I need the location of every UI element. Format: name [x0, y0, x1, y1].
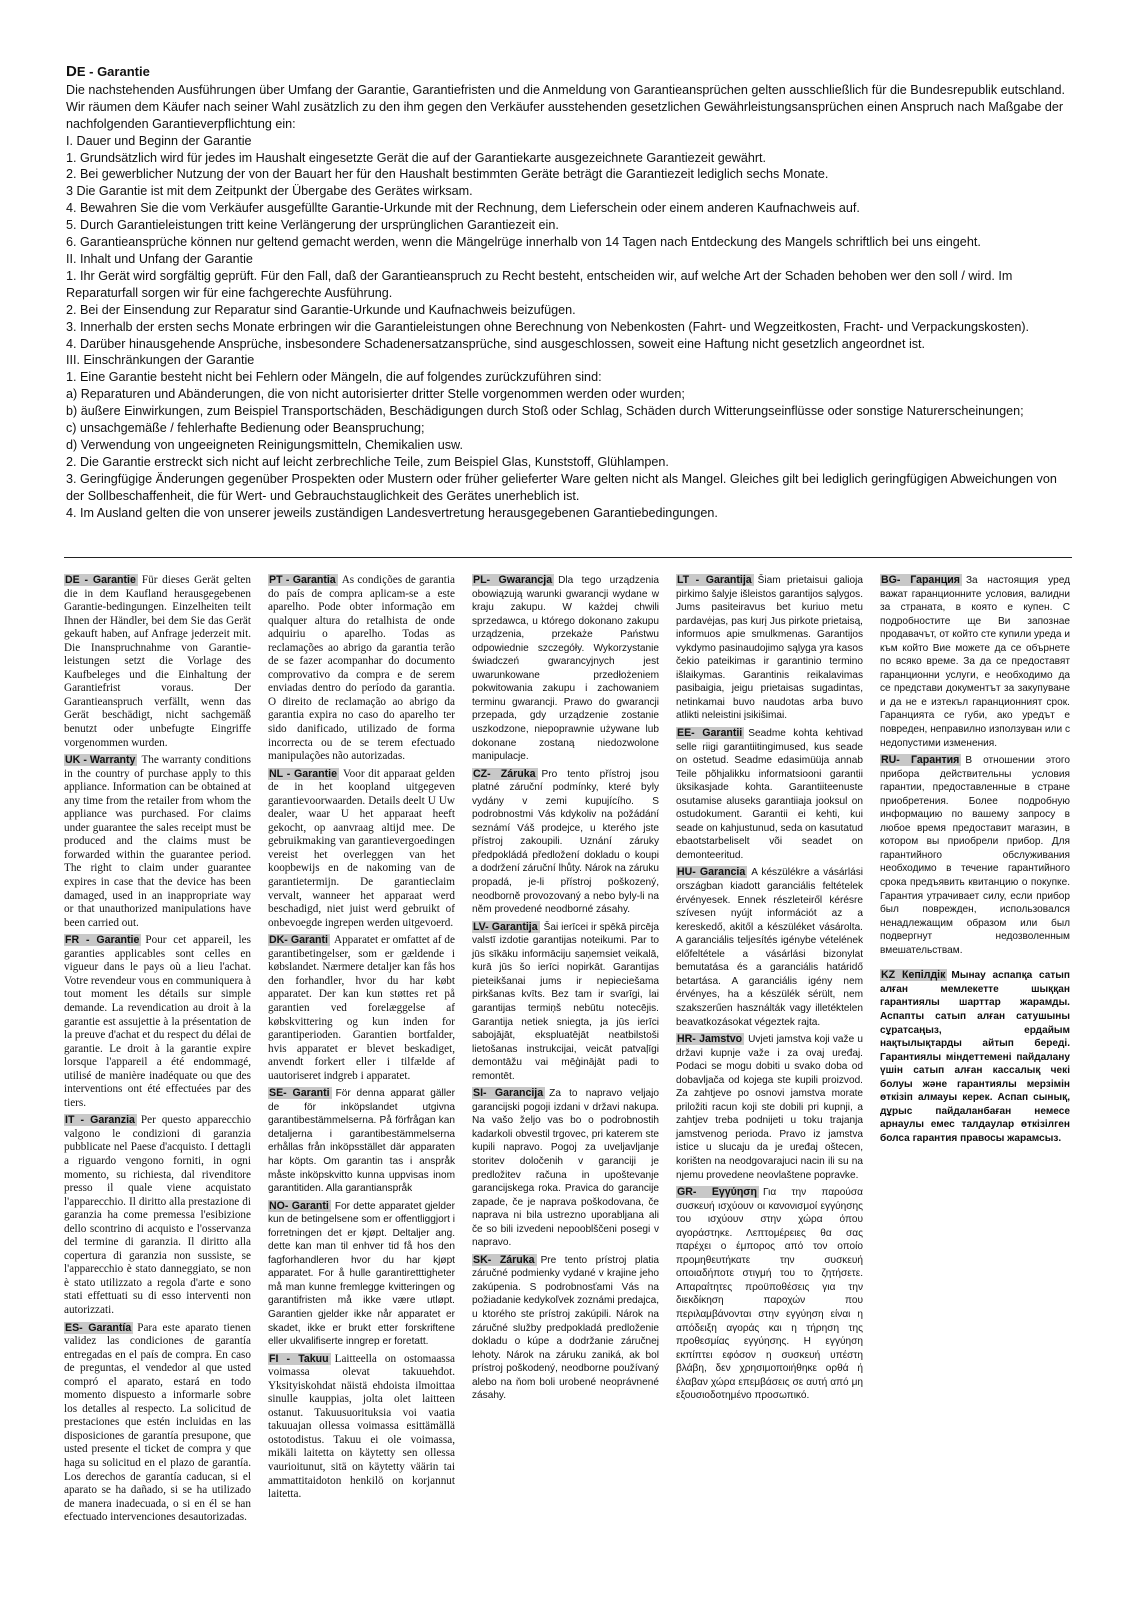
warranty-entry-label: RU- Гарантия: [881, 754, 960, 767]
german-warranty-paragraph: II. Inhalt und Unfang der Garantie: [66, 251, 253, 266]
warranty-entry-text: Für dieses Gerät gelten die in dem Kaufland herausgegebenen Garantie-bedingungen. Einzelheiten teilt Ihnen der Händler, bei dem Sie das Gerät gekauft haben, auf Anfrage jederzeit mit. Die Inanspruchnahme von Garantie-leistungen setzt die Vorlage des Kaufbeleges und die Einhaltung der Garantiefrist voraus. Der Garantieanspruch verfällt, wenn das Gerät beschädigt, nicht sachgemäß benutzt oder unbefugte Eingriffe vorgenommen wurden.: [64, 574, 251, 749]
warranty-entry-text: Per questo apparecchio valgono le condizioni di garanzia pubblicate nel Paese d'acquisto. I dettagli a riguardo vengono forniti, in ogni momento, su richiesta, dal rivenditore presso il quale viene acquistato l'apparecchio. Il diritto alla prestazione di garanzia ha come premessa l'esibizione dello scontrino di acquisto e l'osservanza del termine di garanzia. Il diritto alla copertura di garanzia non sussiste, se l'apparecchio è stato danneggiato, se non è stato utilizzato a regola d'arte e sono stati effettuati su di esso interventi non autorizzati.: [64, 1114, 251, 1316]
warranty-entry-label: PL- Gwarancja: [473, 574, 553, 586]
warranty-entry-label: DE - Garantie: [65, 574, 136, 586]
warranty-column-1: [64, 574, 251, 1529]
german-warranty-paragraph: 3. Geringfügige Änderungen gegenüber Prospekten oder Mustern oder früher gelieferter Ware gelten nicht als Mangel. Gleiches gilt bei lediglich geringfügigen Abweichungen von der Sollbeschaffenheit, die für Wert- und Gebrauchstauglichkeit des Gerätes unerheblich ist.: [66, 471, 1057, 503]
warranty-entry-text: For dette apparatet gjelder kun de betingelsene som er offentliggjort i forretningen det er kjøpt. Deltaljer ang. dette kan man til enhver tid få hos den fagforhandleren hvor du har kjøpt apparatet. For å hulle garantiretttigheter må man kunne fremlegge kvitteringen og garantifristen må ikke være utløpt. Garantien gjelder ikke når apparatet er skadet, ikke er brukt etter forskriftene eller ukvalifiserte inngrep er foretatt.: [268, 1200, 455, 1348]
warranty-entry-label: UK - Warranty: [65, 754, 136, 767]
warranty-entry-label: EE- Garantii: [677, 727, 743, 740]
german-warranty-paragraph: 2. Bei der Einsendung zur Reparatur sind Garantie-Urkunde und Kaufnachweis beizufügen.: [66, 302, 576, 317]
warranty-entry: [676, 574, 863, 723]
warranty-entry-text: The warranty conditions in the country of purchase apply to this appliance. Information can be obtained at any time from the retailer from whom the appliance was purchased. For claims under guarantee the sales receipt must be produced and the claims must be forwarded within the guarantee period. The right to claim under guarantee expires in case that the device has been damaged, used in an inappropriate way or that unauthorized manipulations have been carried out.: [64, 754, 251, 929]
warranty-entry: [472, 768, 659, 917]
warranty-entry-text: Pour cet appareil, les garanties applicables sont celles en vigueur dans le pays où a lieu l'achat. Votre revendeur vous en communiquera à tout moment les détails sur simple demande. La revendication au droit à la garantie est assujettie à la présentation de la preuve d'achat et du respect du délai de garantie. Le droit à la garantie expire lorsque l'appareil a été endommagé, utilisé de manière inadéquate ou que des interventions ont été effectuées par des tiers.: [64, 934, 251, 1109]
german-warranty-paragraph: 1. Eine Garantie besteht nicht bei Fehlern oder Mängeln, die auf folgendes zurückzuführen sind:: [66, 370, 602, 385]
warranty-entry-label: CZ- Záruka: [473, 767, 536, 780]
german-warranty-paragraph: a) Reparaturen und Abänderungen, die von nicht autorisierter dritter Stelle vorgenommen werden oder wurden;: [66, 387, 685, 402]
german-warranty-paragraph: 1. Grundsätzlich wird für jedes im Haushalt eingesetzte Gerät die auf der Garantiekarte ausgezeichnete Garantiezeit gewährt.: [66, 150, 767, 165]
warranty-entry-label: GR- Εγγύηση: [677, 1186, 758, 1199]
warranty-entry-text: A készülékre a vásárlási országban kiadott garanciális feltételek érvényesek. Ennek részleteiről kérésre szívesen nyújt információt az a kereskedő, akitől a készüléket vásárolta. A garanciális teljesítés igénybe vételének előfeltétele a vásárlási bizonylat bemutatása és a garanciális határidő betartása. A garanciális igény nem érvényes, ha a készülék sérült, nem szakszerűen használták vagy illetéktelen beavatkozásokat végeztek rajta.: [676, 867, 863, 1028]
section-divider: [64, 557, 1072, 558]
german-warranty-paragraph: b) äußere Einwirkungen, zum Beispiel Transportschäden, Beschädigungen durch Stoß oder Schlag, Schäden durch Witterungseinflüsse oder sonstige Naturerscheinungen;: [66, 404, 1024, 419]
warranty-entry-label: HU- Garancia: [677, 866, 746, 879]
german-warranty-paragraph: 1. Ihr Gerät wird sorgfältig geprüft. Für den Fall, daß der Garantieanspruch zu Recht besteht, entscheiden wir, auf welche Art der Schaden behoben wer den soll / wird. Im Reparaturfall sorgen wir für eine fachgerechte Ausführung.: [66, 268, 1013, 300]
german-warranty-paragraph: 6. Garantieansprüche können nur geltend gemacht werden, wenn die Mängelrüge innerhalb von 14 Tagen nach Entdeckung des Mangels schriftlich bei uns eingeht.: [66, 235, 981, 250]
warranty-entry-label: FR - Garantie: [65, 934, 140, 947]
warranty-entry: [880, 754, 1070, 957]
warranty-entry: [472, 921, 659, 1084]
warranty-entry: [676, 727, 863, 862]
warranty-entry-label: NO- Garanti: [269, 1199, 329, 1212]
german-warranty-paragraph: Wir räumen dem Käufer nach seiner Wahl zusätzlich zu den ihm gegen den Verkäufer ausstehenden gesetzlichen Gewährleistungsansprüchen einen Anspruch nach Maßgabe der nachfolgenden Garantieverpflichtung ein:: [66, 99, 1064, 131]
warranty-entry: [268, 934, 455, 1083]
warranty-entry: [676, 1033, 863, 1182]
german-warranty-paragraph: Die nachstehenden Ausführungen über Umfang der Garantie, Garantiefristen und die Anmeldung von Garantieansprüchen gelten ausschließlich für die Bundesrepublik eutschland.: [66, 82, 1066, 97]
warranty-entry: [64, 934, 251, 1110]
warranty-entry-text: Pre tento prístroj platia záručné podmienky vydané v krajine jeho zakúpenia. S podrobnosťami Vás na požiadanie kedykoľvek zoznámi predajca, u ktorého ste prístroj zakúpili. Nárok na záručné služby predpokladá predloženie dokladu o kúpe a dodržanie záručnej lehoty. Nárok na záruku zaniká, ak bol prístroj poškodený, neodborne používaný alebo na ňom boli urobené neoprávnené zásahy.: [472, 1254, 659, 1402]
warranty-entry: [268, 1087, 455, 1195]
warranty-entry: [268, 1353, 455, 1502]
warranty-column-5: [880, 574, 1070, 1149]
warranty-entry-text: Мынау аспапқа сатып алған мемлекетте шыққан гарантиялы шарттар жарамды. Аспапты сатып алған сатушыны сұратсаңыз, ердайым нақтылықтарды айтып береді. Гарантиялы міндеттемені пайдалану үшін сатып алған кассалық чекі болуы және гарантиялы мерзімін өткізіп алмауы керек. Аспап сынық, дұрыс пайдаланбаған немесе арнаулы емес талдаулар өткізілген болса гарантия правосы жарамсыз.: [880, 970, 1070, 1144]
warranty-entry-text: Για την παρούσα συσκευή ισχύουν οι κανονισμοί εγγύησης του ισχύουν στην χώρα όπου αγοράστηκε. Λεπτομέρειες θα σας παρέχει ο έμπορος από τον οποίο προμηθευτήκατε την συσκευή οποιαδήποτε στιγμή του το ζητήσετε. Απαραίτητες προϋποθέσεις για την διεκδίκηση παροχών που περιλαμβάνονται στην εγγύηση είναι η απόδειξη αγοράς και η τήρηση της προθεσμίας εγγύησης. Η εγγύηση εκπίπτει εφόσον η συσκευή υπέστη βλάβη, δεν χρησιμοποιήθηκε ορθά ή έλαβαν χώρα επεμβάσεις σε αυτή από μη εξουσιοδοτημένο προσωπικό.: [676, 1187, 863, 1402]
warranty-entry-label: BG- Гаранция: [881, 574, 960, 586]
warranty-entry-label: SE- Garanti: [269, 1087, 330, 1100]
warranty-entry: [268, 574, 455, 764]
warranty-column-2: [268, 574, 455, 1506]
warranty-entry-label: LV- Garantija: [473, 920, 538, 933]
warranty-entry-text: Šai ierīcei ir spēkā pircēja valstī izdotie garantijas noteikumi. Par to jūs sīkāku informāciju saņemsiet veikalā, kurā jūs šo ierīci nopirkāt. Garantijas pieteikšanai jums ir nepieciešama pirkšanas kvīts. Bez tam ir svarīgi, lai garantijas termiņš nebūtu notecējis. Garantija netiek sniegta, ja jūs ierīci sabojājāt, ekspluatējāt neatbilstoši lietošanas instrukcijai, veicāt patvaļīgi demontāžu vai mēģinājāt padi to remontēt.: [472, 921, 659, 1082]
german-warranty-paragraph: 2. Die Garantie erstreckt sich nicht auf leicht zerbrechliche Teile, zum Beispiel Glas, Kunststoff, Glühlampen.: [66, 454, 669, 469]
warranty-entry-text: Seadme kohta kehtivad selle riigi garantiitingimused, kus seade on ostetud. Seadme edasimüüja annab Teile põhjalikku informatsiooni garantii üksikasjade kohta. Garantiiteenuste osutamise aluseks garantiiaja jooksul on ostudokument. Garantii ei kehti, kui seade on kahjustunud, seda on kasutatud ebaotstarbeliselt või seadet on demonteeritud.: [676, 728, 863, 861]
warranty-entry: [64, 754, 251, 930]
warranty-column-4: [676, 574, 863, 1407]
german-warranty-section: [66, 64, 1070, 521]
warranty-entry-label: SK- Záruka: [473, 1253, 535, 1266]
title-initial: D: [66, 63, 77, 80]
warranty-entry-text: Šiam prietaisui galioja pirkimo šalyje išleistos garantijos sąlygos. Jums pasiteiravus bet kuriuo metu pardavėjas, pas kurį Jus pirkote prietaisą, informuos apie smulkmenas. Garantijos vykdymo pasinaudojimo sąlyga yra kasos čekio pateikimas ir garantinio termino išlaikymas. Garantinis reikalavimas pasibaigia, jeigu prietaisas sugadintas, netinkamai buvo naudotas arba buvo atlikti neleistini įsikišimai.: [676, 575, 863, 722]
warranty-entry-text: As condições de garantia do país de compra aplicam-se a este aparelho. Pode obter informação em qualquer altura do retalhista de onde adquiriu o aparelho. Todas as reclamações ao abrigo da garantia terão de se fazer acompanhar do documento comprovativo da compra e de serem enviadas dentro do período da garantia. O direito de reclamação ao abrigo da garantia expira no caso do aparelho ter sido danificado, utilizado de forma incorrecta ou de se terem efectuado manipulações não autorizadas.: [268, 574, 455, 763]
warranty-entry: [64, 1114, 251, 1317]
german-warranty-paragraphs: [66, 82, 1070, 522]
german-warranty-paragraph: 4. Im Ausland gelten die von unserer jeweils zuständigen Landesvertretung herausgegebenen Garantiebedingungen.: [66, 505, 718, 520]
german-warranty-paragraph: 2. Bei gewerblicher Nutzung der von der Bauart her für den Haushalt bestimmten Geräte beträgt die Garantiezeit lediglich sechs Monate.: [66, 167, 829, 182]
warranty-entry: [880, 574, 1070, 750]
warranty-entry: [472, 1254, 659, 1403]
warranty-entry: [880, 969, 1070, 1145]
german-warranty-paragraph: 4. Bewahren Sie die vom Verkäufer ausgefüllte Garantie-Urkunde mit der Rechnung, dem Lieferschein oder einem anderen Kaufnachweis auf.: [66, 201, 860, 216]
warranty-entry-label: DK- Garanti: [269, 934, 328, 947]
warranty-entry-text: Voor dit apparaat gelden de in het koopland uitgegeven garantievoorwaarden. Details deelt U Uw dealer, waar U het apparaat heeft gekocht, op aanvraag altijd mee. De gebruikmaking van garantievergoedingen vereist het overleggen van het koopbewijs en de nakoming van de garantietermijn. De garantieclaim vervalt, wanneer het apparaat werd beschadigd, niet juist werd gebruikt of onbevoegde ingrepen werden uitgevoerd.: [268, 767, 455, 929]
warranty-entry-text: Dla tego urządzenia obowiązują warunki gwarancji wydane w kraju zakupu. W każdej chwili sprzedawca, u którego dokonano zakupu urządzenia, przekaże Państwu odpowiednie szczegóły. Wykorzystanie świadczeń gwarancyjnych jest uwarunkowane przedłożeniem pokwitowania zakupu i zachowaniem terminu gwarancji. Prawo do gwarancji przepada, gdy urządzenie zostanie uszkodzone, niepoprawnie używane lub dokonane zostaną niedozwolone manipulacje.: [472, 575, 660, 763]
warranty-entry-label: PT - Garantia: [269, 574, 336, 586]
german-warranty-paragraph: III. Einschränkungen der Garantie: [66, 353, 255, 368]
german-warranty-paragraph: 3. Innerhalb der ersten sechs Monate erbringen wir die Garantieleistungen ohne Berechnung von Nebenkosten (Fahrt- und Wegzeitkosten, Fracht- und Verpackungskosten).: [66, 319, 1030, 334]
warranty-entry-label: IT - Garanzia: [65, 1114, 135, 1127]
warranty-entry-text: Uvjeti jamstva koji važe u državi kupnje važe i za ovaj uređaj. Podaci se mogu dobiti u svako doba od dobavljača od kojega ste kupili proizvod. Za zahtjeve po osnovi jamstva morate priložiti racun koji ste dobili pri kupnji, a zahtjev treba podnijeti u toku trajanja jamstvenog perioda. Pravo iz jamstva istice u slucaju da je uređaj oštecen, korišten na neodgovarajuci nacin ili su na njemu provedene neovlaštene popravke.: [676, 1034, 863, 1181]
german-warranty-paragraph: c) unsachgemäße / fehlerhafte Bedienung oder Beanspruchung;: [66, 421, 425, 436]
warranty-entry-label: KZ Кепілдік: [881, 969, 946, 982]
title-rest: E - Garantie: [76, 64, 150, 79]
warranty-entry-text: В отношении этого прибора действительны условия гарантии, предоставленные в стране приобретения. Более подробную информацию по вашему запросу в любое время предоставит магазин, в котором вы приобрели прибор. Для гарантийного обслуживания необходимо в течение гарантийного срока предъявить квитанцию о покупке. Гарантия утрачивает силу, если прибор был поврежден, использовался ненадлежащим образом или был подвергнут недозволенным вмешательствам.: [880, 755, 1070, 956]
warranty-entry: [676, 866, 863, 1029]
german-warranty-paragraph: 5. Durch Garantieleistungen tritt keine Verlängerung der ursprünglichen Garantiezeit ein.: [66, 218, 559, 233]
warranty-entry-text: Apparatet er omfattet af de garantibetingelser, som er gældende i købslandet. Nærmere detaljer kan fås hos den forhandler, hvor du har købt apparatet. Der kan kun støttes ret på garantien ved forelæggelse af købskvittering og kun inden for garantiperioden. Garantien bortfalder, hvis apparatet er blevet beskadiget, anvendt forkert eller i tilfælde af uautoriseret indgreb i apparatet.: [268, 934, 455, 1082]
warranty-entry-label: FI - Takuu: [269, 1352, 329, 1365]
warranty-entry-label: NL - Garantie: [269, 767, 338, 780]
warranty-entry-label: HR- Jamstvo: [677, 1033, 743, 1046]
warranty-entry: [472, 1087, 659, 1250]
warranty-entry: [472, 574, 659, 764]
german-warranty-title: [66, 64, 1070, 81]
warranty-entry-text: Pro tento přístroj jsou platné záruční podmínky, které byly vydány v zemi kupujícího. S podrobnostmi Vás kdykoliv na požádání seznámí Váš prodejce, u kterého jste přístroj zakoupili. Uznání záruky předpokládá předložení dokladu o koupi a dodržení záruční lhůty. Nárok na záruku propadá, je-li přístroj poškozený, neodborně provozovaný a nebo byly-li na něm provedené neodborné zásahy.: [472, 768, 659, 916]
german-warranty-paragraph: d) Verwendung von ungeeigneten Reinigungsmitteln, Chemikalien usw.: [66, 437, 463, 452]
warranty-entry-text: Laitteella on ostomaassa voimassa olevat takuuehdot. Yksityiskohdat näistä ehdoista ilmoittaa sinulle kauppias, jolta olet laitteen ostanut. Takuusuorituksia voi vaatia takuuajan ollessa voimassa esittämällä ostotodistus. Takuu ei ole voimassa, mikäli laitetta on käytetty sen ollessa vaurioitunut, sitä on käytetty väärin tai ammattitaidoton henkilö on korjannut laitetta.: [268, 1352, 455, 1501]
warranty-entry: [268, 768, 455, 931]
warranty-entry-text: För denna apparat gäller de för inköpslandet utgivna garantibestämmelserna. På förfrågan kan detaljerna i garantibestämmelserna erhållas från inköpsstället där apparaten har köpts. Om garantin tas i anspråk måste inköpskvitto kunna uppvisas inom garantitiden. Alla garantianspråk: [268, 1088, 455, 1195]
warranty-entry: [676, 1186, 863, 1403]
warranty-entry-label: LT - Garantija: [677, 574, 752, 586]
warranty-entry-text: Para este aparato tienen validez las condiciones de garantía entregadas en el país de compra. En caso de preguntas, el vendedor al que usted compró el aparato, estará en todo momento dispuesto a informarle sobre los detalles al respecto. La solicitud de prestaciones que estén incluidas en las disposiciones de garantía presupone, que usted presente el ticket de compra y que haga su solicitud en el plazo de garantía. Los derechos de garantía caducan, si el aparato se ha dañado, si se ha utilizado de manera inadecuada, o si en él se han efectuado intervenciones desautorizadas.: [64, 1321, 251, 1524]
german-warranty-paragraph: I. Dauer und Beginn der Garantie: [66, 133, 252, 148]
warranty-entry-label: SI- Garancija: [473, 1087, 544, 1100]
german-warranty-paragraph: 3 Die Garantie ist mit dem Zeitpunkt der Übergabe des Gerätes wirksam.: [66, 184, 473, 199]
warranty-entry-text: Za to napravo veljajo garancijski pogoji izdani v državi nakupa. Na vašo željo vas bo o podrobnostih kadarkoli obvestil trgovec, pri katerem ste kupili napravo. Pogoj za uveljavljanje storitev določenih v garanciji je predložitev računa in upoštevanje garancijskega roka. Pravica do garancije zapade, če je naprava poškodovana, če naprava ni bila ustrezno uporabljana ali če so bili izvedeni nepooblščeni posegi v napravo.: [472, 1088, 659, 1249]
warranty-entry-text: За настоящия уред важат гаранционните условия, валидни за страната, в която е купен. С подробностите ще Ви запознае продавачът, от който сте купили уреда и към който Вие можете да се обърнете по всяко време. За да се предоставят гаранционни услуги, е необходимо да се представи документът за закупуване и да не е изтекъл гаранционният срок. Гаранцията се губи, ако уредът е повреден, неправилно използуван или с недопустими изменения.: [880, 575, 1070, 749]
warranty-entry: [64, 574, 251, 750]
german-warranty-paragraph: 4. Darüber hinausgehende Ansprüche, insbesondere Schadenersatzansprüche, sind ausgeschlossen, soweit eine Haftung nicht gesetzlich angeordnet ist.: [66, 336, 926, 351]
warranty-entry: [64, 1322, 251, 1525]
warranty-column-3: [472, 574, 659, 1407]
warranty-entry: [268, 1200, 455, 1349]
warranty-entry-label: ES- Garantía: [65, 1321, 132, 1334]
